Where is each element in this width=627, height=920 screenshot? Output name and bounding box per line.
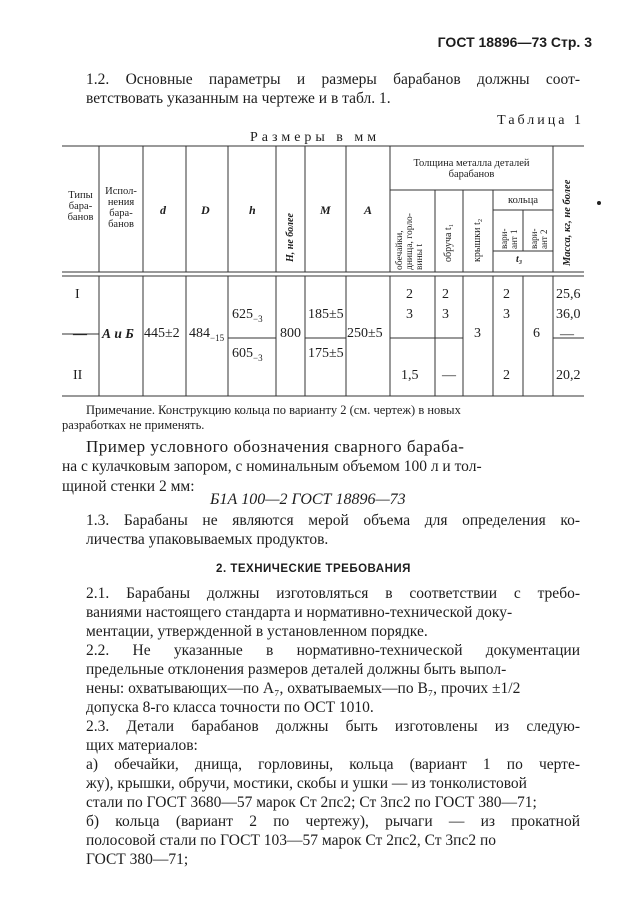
header-types: Типы бара- банов — [67, 190, 94, 223]
t1-value-1: 2 — [442, 287, 449, 302]
H-value: 800 — [280, 326, 301, 341]
header-M: M — [320, 203, 331, 217]
section-title: 2. ТЕХНИЧЕСКИЕ ТРЕБОВАНИЯ — [216, 563, 411, 575]
mass-value-2: 36,0 — [556, 307, 581, 322]
header-t3: t₃ — [516, 254, 523, 265]
header-D: D — [201, 203, 210, 217]
header-lid: крышки t₂ — [472, 218, 483, 262]
t2-value: 3 — [474, 326, 481, 341]
header-d: d — [160, 203, 166, 217]
paragraph-2-1: 2.1. Барабаны должны изготовляться в соответствии с требо- ваниями настоящего стандарта и нормативно-технической доку- ментации, утвержденной в установленном порядке. — [86, 585, 580, 640]
mass-value-1: 25,6 — [556, 287, 581, 302]
paragraph-b: б) кольца (вариант 2 по чертежу), рычаги — из прокатной полосовой стали по ГОСТ 103—57 марок Ст 2пс2, Ст 3пс2 по ГОСТ 380—71; — [86, 813, 580, 868]
designation-example: Пример условного обозначения сварного бараба- на с кулачковым запором, с номинальным объемом 100 л и тол- щиной стенки 2 мм: — [62, 437, 482, 495]
var1-value-1: 2 — [503, 287, 510, 302]
var1-value-2: 3 — [503, 307, 510, 322]
paragraph-2-2: 2.2. Не указанные в нормативно-технической документации предельные отклонения размеров деталей должны быть выпол- нены: охватывающих—по A₇, охватываемых—по B₇, прочих ±1/2 допуска 8-го класса точности по ОСТ 1010. — [86, 642, 580, 716]
A-value: 250±5 — [347, 326, 383, 341]
M-value-2: 175±5 — [308, 346, 344, 361]
D-value: $484_{-15}$ — [189, 326, 225, 343]
type-dash: — — [73, 327, 87, 342]
type-2: II — [73, 368, 83, 383]
header-shell: обечайки, днища, горло- вины t — [395, 213, 425, 270]
t-value-3: 1,5 — [401, 368, 419, 383]
mass-dash: — — [560, 327, 574, 342]
t1-value-2: 3 — [442, 307, 449, 322]
table-units: Размеры в мм — [250, 130, 381, 145]
paragraph-2-3: 2.3. Детали барабанов должны быть изготовлены из следую- щих материалов: — [86, 718, 580, 754]
type-1: I — [75, 287, 80, 302]
header-A: A — [364, 203, 373, 217]
d-value: 445±2 — [144, 326, 180, 341]
header-hoop: обруча t₁ — [443, 223, 454, 262]
paragraph-a: а) обечайки, днища, горловины, кольца (вариант 1 по черте- жу), крышки, обручи, мостики, скобы и ушки — из тонколистовой стали по ГОСТ 3680—57 марок Ст 2пс2; Ст 3пс2 по ГОСТ 380—71; — [86, 756, 580, 811]
mass-value-3: 20,2 — [556, 368, 581, 383]
h-value-1: $625_{-3}$ — [232, 307, 263, 324]
t1-value-3: — — [442, 368, 456, 383]
header-var1: вари- ант 1 — [499, 228, 519, 249]
margin-dot — [597, 201, 601, 205]
M-value-1: 185±5 — [308, 307, 344, 322]
header-h: h — [249, 203, 256, 217]
table-number: Таблица 1 — [497, 113, 584, 128]
execution-value: А и Б — [102, 326, 134, 341]
t-value-1: 2 — [406, 287, 413, 302]
designation: Б1А 100—2 ГОСТ 18896—73 — [210, 491, 406, 508]
var1-value-3: 2 — [503, 368, 510, 383]
paragraph-1-2: 1.2. Основные параметры и размеры барабанов должны соот- ветствовать указанным на чертеже и в табл. 1. — [86, 71, 580, 107]
page-header: ГОСТ 18896—73 Стр. 3 — [437, 34, 592, 50]
header-thickness: Толщина металла деталей барабанов — [413, 158, 530, 180]
header-H: H, не более — [285, 213, 296, 262]
header-execution: Испол- нения бара- банов — [105, 186, 137, 230]
paragraph-1-3: 1.3. Барабаны не являются мерой объема для определения ко- личества упаковываемых продуктов. — [86, 512, 580, 548]
var2-value: 6 — [533, 326, 540, 341]
table-note: Примечание. Конструкцию кольца по варианту 2 (см. чертеж) в новых разработках не применять. — [62, 403, 461, 432]
header-var2: вари- ант 2 — [529, 228, 549, 249]
h-value-2: $605_{-3}$ — [232, 346, 263, 363]
t-value-2: 3 — [406, 307, 413, 322]
header-mass: Масса, кг, не более — [562, 179, 573, 266]
header-rings: кольца — [508, 195, 538, 206]
